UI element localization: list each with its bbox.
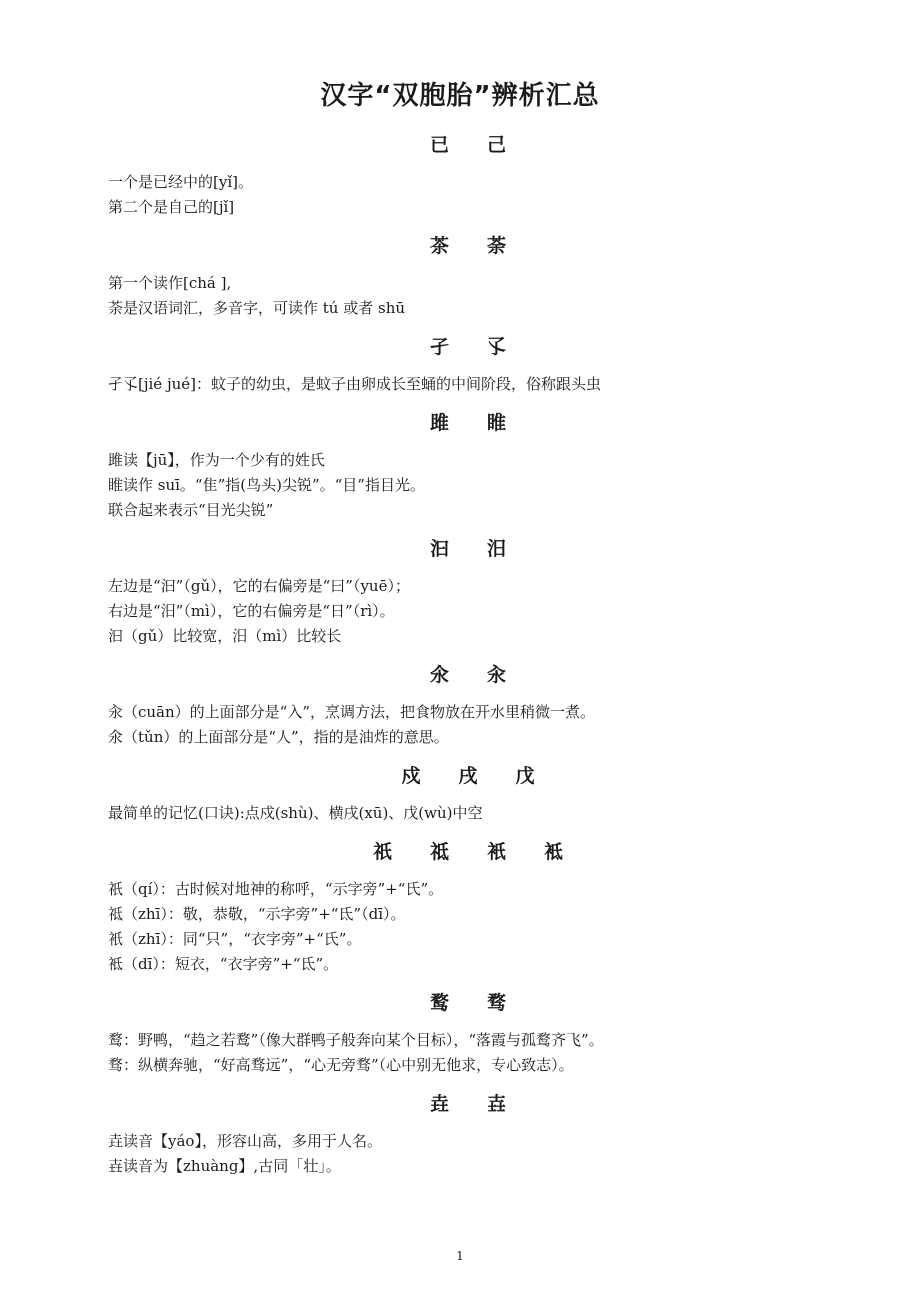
heading-char: 骛 — [487, 992, 507, 1014]
explanation-line: 祇（qí）：古时候对地神的称呼，“示字旁”+“氏”。 — [108, 880, 444, 898]
char-pair-heading — [108, 534, 828, 564]
explanation-line: 最简单的记忆(口诀):点戍(shù)、横戌(xū)、戊(wù)中空 — [108, 804, 483, 822]
heading-char: 孓 — [487, 336, 507, 358]
char-pair-heading — [108, 130, 828, 160]
char-pair-section — [108, 534, 828, 660]
explanation-line: 鹜：野鸭，“趋之若鹜”（像大群鸭子般奔向某个目标），“落霞与孤鹜齐飞”。 — [108, 1031, 604, 1049]
explanation-line: 汩（gǔ）比较宽，汨（mì）比较长 — [108, 627, 342, 645]
char-pair-section — [108, 761, 828, 837]
heading-char: 孑 — [429, 336, 449, 358]
section-gap — [108, 220, 828, 231]
content-area — [108, 130, 828, 1179]
char-pair-section — [108, 231, 828, 332]
heading-char: 衹 — [487, 841, 507, 863]
heading-char: 已 — [429, 134, 449, 156]
char-pair-heading — [108, 231, 828, 261]
explanation-line: 第二个是自己的[jǐ] — [108, 198, 235, 216]
char-pair-heading — [108, 1089, 828, 1119]
char-pair-section — [108, 988, 828, 1089]
heading-char: 戌 — [458, 765, 478, 787]
explanation-line: 第一个读作[chá ], — [108, 274, 232, 292]
heading-char: 氽 — [429, 664, 449, 686]
heading-char: 祗 — [429, 841, 449, 863]
char-pair-heading — [108, 761, 828, 791]
char-pair-heading — [108, 988, 828, 1018]
explanation-line: 祗（zhī）：敬，恭敬，“示字旁”+“氐”（dī）。 — [108, 905, 406, 923]
char-pair-heading — [108, 660, 828, 690]
char-pair-heading — [108, 837, 828, 867]
page-title: 汉字“双胞胎”辨析汇总 — [320, 81, 600, 111]
heading-char: 雎 — [429, 412, 449, 434]
char-pair-heading — [108, 332, 828, 362]
heading-char: 壵 — [487, 1093, 507, 1115]
heading-char: 鹜 — [429, 992, 449, 1014]
char-pair-heading — [108, 408, 828, 438]
explanation-line: 联合起来表示“目光尖锐” — [108, 501, 274, 519]
heading-char: 己 — [487, 134, 507, 156]
explanation-line: 骛：纵横奔驰，“好高骛远”，“心无旁骛”（心中别无他求，专心致志）。 — [108, 1056, 574, 1074]
heading-char: 戊 — [515, 765, 535, 787]
section-gap — [108, 523, 828, 534]
explanation-line: 雎读【jū】，作为一个少有的姓氏 — [108, 451, 325, 469]
explanation-line: 垚读音【yáo】，形容山高，多用于人名。 — [108, 1132, 382, 1150]
heading-char: 垚 — [429, 1093, 449, 1115]
char-pair-section — [108, 332, 828, 408]
explanation-line: 氽（tǔn）的上面部分是“人”，指的是油炸的意思。 — [108, 728, 449, 746]
explanation-line: 左边是“汩”（gǔ），它的右偏旁是“曰”（yuē）； — [108, 577, 410, 595]
char-pair-section — [108, 837, 828, 988]
explanation-line: 孑孓[jié jué]：蚊子的幼虫，是蚊子由卵成长至蛹的中间阶段，俗称跟头虫 — [108, 375, 601, 393]
heading-char: 汨 — [487, 538, 507, 560]
heading-char: 茶 — [429, 235, 449, 257]
explanation-line: 右边是“汨”（mì），它的右偏旁是“日”（rì）。 — [108, 602, 395, 620]
heading-char: 汩 — [429, 538, 449, 560]
char-pair-section — [108, 408, 828, 534]
section-gap — [108, 1078, 828, 1089]
char-pair-section — [108, 660, 828, 761]
char-pair-section — [108, 130, 828, 231]
section-gap — [108, 321, 828, 332]
heading-char: 睢 — [487, 412, 507, 434]
heading-char: 戍 — [401, 765, 421, 787]
section-gap — [108, 750, 828, 761]
section-gap — [108, 977, 828, 988]
explanation-line: 壵读音为【zhuàng】,古同「壮」。 — [108, 1157, 341, 1175]
section-gap — [108, 649, 828, 660]
heading-char: 祇 — [372, 841, 392, 863]
section-gap — [108, 826, 828, 837]
page-number: 1 — [456, 1249, 464, 1263]
explanation-line: 袛（dī）：短衣，“衣字旁”+“氐”。 — [108, 955, 339, 973]
char-pair-section — [108, 1089, 828, 1179]
explanation-line: 睢读作 suī。“隹”指(鸟头)尖锐”。“目”指目光。 — [108, 476, 425, 494]
section-gap — [108, 397, 828, 408]
explanation-line: 汆（cuān）的上面部分是“入”，烹调方法，把食物放在开水里稍微一煮。 — [108, 703, 596, 721]
heading-char: 汆 — [487, 664, 507, 686]
explanation-line: 衹（zhī）：同“只”，“衣字旁”+“氏”。 — [108, 930, 362, 948]
explanation-line: 一个是已经中的[yǐ]。 — [108, 173, 253, 191]
explanation-line: 荼是汉语词汇，多音字，可读作 tú 或者 shū — [108, 299, 406, 317]
heading-char: 荼 — [487, 235, 507, 257]
heading-char: 袛 — [544, 841, 564, 863]
